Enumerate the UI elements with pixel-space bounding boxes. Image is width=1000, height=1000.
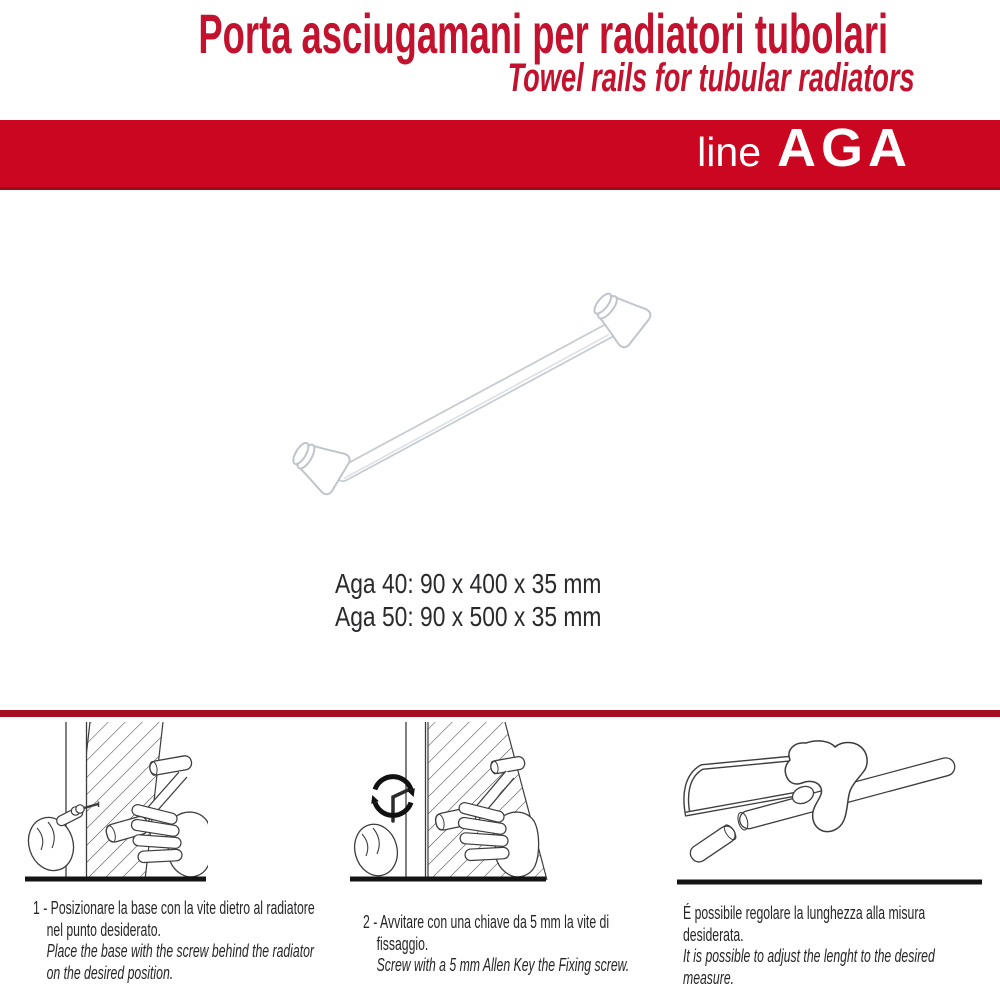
step-1-illustration <box>23 722 208 884</box>
step-1-en-line-1: Place the base with the screw behind the radiator <box>46 941 314 961</box>
step-3-en-line-1: It is possible to adjust the lenght to the desired <box>683 946 935 966</box>
rail-mount-left <box>285 432 352 497</box>
section-divider <box>0 710 1000 717</box>
step-3-caption <box>683 903 935 989</box>
towel-rail-bar <box>343 330 610 479</box>
size-specs <box>335 567 601 633</box>
page-subtitle-english: Towel rails for tubular radiators <box>507 56 915 100</box>
step-3-en-line-2: measure. <box>683 967 735 988</box>
size-spec-aga50: Aga 50: 90 x 500 x 35 mm <box>335 601 602 632</box>
step-2-it-line-1: 2 - Avvitare con una chiave da 5 mm la vite di <box>363 912 610 932</box>
step-2-caption <box>363 912 629 977</box>
step-3-illustration <box>672 738 987 888</box>
step-2-en-line-1: Screw with a 5 mm Allen Key the Fixing screw. <box>376 955 630 975</box>
cut-tube-piece <box>687 823 738 865</box>
series-name: AGA <box>777 118 912 178</box>
series-band-text <box>697 117 912 179</box>
step-1-caption <box>33 898 315 984</box>
size-spec-aga40: Aga 40: 90 x 400 x 35 mm <box>335 568 602 599</box>
page-subtitle <box>316 56 915 100</box>
series-band <box>0 120 1000 190</box>
step-3-it-line-1: É possibile regolare la lunghezza alla misura <box>683 903 926 923</box>
step-3 <box>660 722 1000 1000</box>
page-title <box>0 4 888 64</box>
step-1-en-line-2: on the desired position. <box>46 962 174 983</box>
page-title-italian: Porta asciugamani per radiatori tubolari <box>198 2 888 65</box>
step-2 <box>350 722 660 1000</box>
step-3-it-line-2: desiderata. <box>683 924 744 945</box>
series-line-label: line <box>697 129 761 175</box>
towel-rail-product-image <box>265 270 685 510</box>
step-2-it-line-2: fissaggio. <box>376 933 429 954</box>
radiator-front-tube <box>405 722 426 880</box>
step-1-it-line-2: nel punto desiderato. <box>46 919 161 940</box>
step-1-it-line-1: 1 - Posizionare la base con la vite dietro al radiatore <box>33 898 315 918</box>
step-1 <box>0 722 345 1000</box>
step-2-illustration <box>350 722 548 884</box>
